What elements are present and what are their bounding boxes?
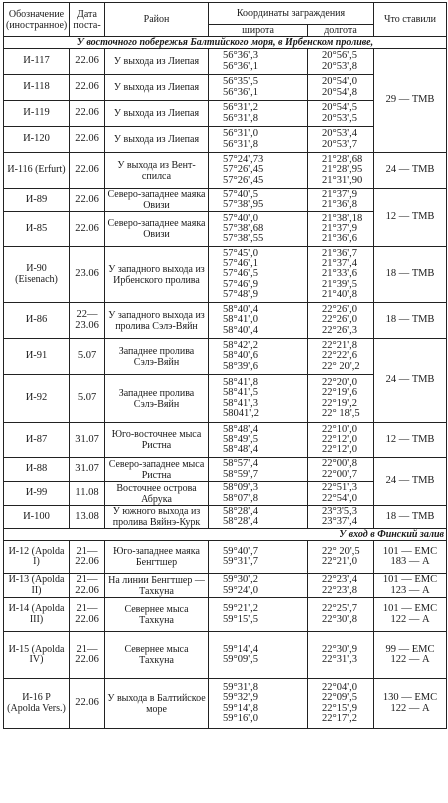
latitude-value: 58°41',5 bbox=[223, 387, 258, 399]
latitude-value: 58°41',8 bbox=[223, 376, 258, 388]
designation-cell: И-116 (Erfurt) bbox=[4, 153, 70, 189]
latitude-value: 58°41',3 bbox=[223, 397, 258, 409]
longitude-value: 21°39',5 bbox=[322, 278, 357, 290]
area-cell: Юго-западнее маяка Бенгтшер bbox=[105, 541, 209, 574]
longitude-value: 20°53',4 bbox=[322, 128, 357, 140]
designation-cell: И-87 bbox=[4, 423, 70, 458]
latitude-value: 59°31',7 bbox=[223, 556, 258, 567]
longitude-cell bbox=[308, 598, 374, 632]
laid-mines-cell: 18 — ТМВ bbox=[374, 247, 447, 303]
latitude-cell bbox=[209, 482, 308, 506]
area-cell: Севернее мыса Тахкуна bbox=[105, 632, 209, 679]
latitude-value: 59°30',2 bbox=[223, 574, 258, 586]
longitude-value: 21°40',8 bbox=[322, 288, 357, 300]
latitude-value: 57°38',55 bbox=[223, 233, 264, 245]
longitude-value: 22° 20',2 bbox=[322, 360, 360, 372]
latitude-value: 57°46',5 bbox=[223, 268, 258, 280]
designation-cell: И-119 bbox=[4, 101, 70, 127]
date-cell: 5.07 bbox=[70, 375, 105, 423]
latitude-value: 56°36',3 bbox=[223, 50, 258, 62]
longitude-value: 21°36',7 bbox=[322, 247, 357, 259]
date-cell: 21— 22.06 bbox=[70, 598, 105, 632]
latitude-value: 58°40',4 bbox=[223, 324, 258, 336]
laid-mines-cell bbox=[374, 598, 447, 632]
latitude-value: 56°31',0 bbox=[223, 128, 258, 140]
longitude-value: 22°26',0 bbox=[322, 304, 357, 316]
section-header-gulf-label: У вход в Финский залив bbox=[4, 529, 447, 541]
date-cell: 22— 23.06 bbox=[70, 303, 105, 339]
latitude-cell bbox=[209, 212, 308, 247]
area-cell: У выхода из Вент-спилса bbox=[105, 153, 209, 189]
longitude-cell bbox=[308, 247, 374, 303]
latitude-value: 57°40',0 bbox=[223, 212, 258, 224]
date-cell: 22.06 bbox=[70, 101, 105, 127]
longitude-value: 20°53',8 bbox=[322, 60, 357, 72]
date-cell: 22.06 bbox=[70, 212, 105, 247]
area-cell: У южного выхода из пролива Вяйнэ-Курк bbox=[105, 506, 209, 529]
latitude-value: 58°59',7 bbox=[223, 468, 258, 480]
longitude-cell bbox=[308, 574, 374, 598]
longitude-value: 22°19',2 bbox=[322, 397, 357, 409]
longitude-value: 20°54',0 bbox=[322, 76, 357, 88]
latitude-value: 58°40',6 bbox=[223, 350, 258, 362]
laid-mines-value: 101 — ЕМС bbox=[382, 603, 438, 615]
latitude-value: 57°38',95 bbox=[223, 199, 264, 210]
longitude-value: 22°26',3 bbox=[322, 324, 357, 336]
longitude-value: 22°17',2 bbox=[322, 712, 357, 724]
longitude-value: 22°21',0 bbox=[322, 556, 357, 567]
table-row bbox=[4, 339, 447, 375]
designation-cell: И-90 (Eisenach) bbox=[4, 247, 70, 303]
laid-mines-cell: 12 — ТМВ bbox=[374, 189, 447, 247]
table-row bbox=[4, 423, 447, 458]
longitude-value: 21°28',68 bbox=[322, 154, 363, 166]
longitude-value: 22°25',7 bbox=[322, 603, 357, 615]
area-cell: Северо-западнее маяка Овизи bbox=[105, 189, 209, 212]
longitude-cell bbox=[308, 127, 374, 153]
header-designation: Обозначение (иностранное) bbox=[4, 3, 70, 37]
latitude-value: 58°48',4 bbox=[223, 423, 258, 435]
latitude-cell bbox=[209, 458, 308, 482]
latitude-value: 59°14',4 bbox=[223, 643, 258, 655]
longitude-value: 22°20',0 bbox=[322, 376, 357, 388]
laid-mines-cell bbox=[374, 632, 447, 679]
laid-mines-value: 122 — А bbox=[390, 654, 430, 665]
longitude-value: 20°54',8 bbox=[322, 86, 357, 98]
longitude-value: 22°15',9 bbox=[322, 702, 357, 714]
latitude-value: 57°40',5 bbox=[223, 188, 258, 200]
date-cell: 11.08 bbox=[70, 482, 105, 506]
longitude-value: 22°30',8 bbox=[322, 613, 357, 625]
latitude-cell bbox=[209, 127, 308, 153]
longitude-value: 22°21',8 bbox=[322, 340, 357, 352]
latitude-value: 58°07',8 bbox=[223, 492, 258, 504]
table-row bbox=[4, 458, 447, 482]
laid-mines-value: 183 — А bbox=[390, 556, 430, 567]
latitude-cell bbox=[209, 506, 308, 529]
table-row bbox=[4, 303, 447, 339]
latitude-cell bbox=[209, 189, 308, 212]
longitude-value: 22°10',0 bbox=[322, 423, 357, 435]
latitude-value: 59°32',9 bbox=[223, 692, 258, 704]
laid-mines-cell bbox=[374, 679, 447, 729]
longitude-cell bbox=[308, 632, 374, 679]
latitude-cell bbox=[209, 574, 308, 598]
longitude-value: 22°23',8 bbox=[322, 584, 357, 596]
longitude-value: 20°56',5 bbox=[322, 50, 357, 62]
latitude-value: 59°16',0 bbox=[223, 712, 258, 724]
longitude-cell bbox=[308, 49, 374, 75]
longitude-cell bbox=[308, 679, 374, 729]
latitude-value: 59°31',8 bbox=[223, 681, 258, 693]
date-cell: 13.08 bbox=[70, 506, 105, 529]
date-cell: 21— 22.06 bbox=[70, 574, 105, 598]
table-row bbox=[4, 541, 447, 574]
latitude-value: 58°41',0 bbox=[223, 314, 258, 326]
area-cell: Севернее мыса Тахкуна bbox=[105, 598, 209, 632]
latitude-value: 59°14',8 bbox=[223, 702, 258, 714]
latitude-value: 58041',2 bbox=[223, 407, 260, 419]
table-row bbox=[4, 247, 447, 303]
table-row bbox=[4, 679, 447, 729]
latitude-cell bbox=[209, 153, 308, 189]
latitude-value: 58°09',3 bbox=[223, 482, 258, 494]
area-cell: Юго-восточнее мыса Ристна bbox=[105, 423, 209, 458]
table-body bbox=[4, 37, 447, 729]
table-row bbox=[4, 574, 447, 598]
latitude-value: 57°46',9 bbox=[223, 278, 258, 290]
latitude-cell bbox=[209, 423, 308, 458]
latitude-cell bbox=[209, 101, 308, 127]
longitude-cell bbox=[308, 375, 374, 423]
longitude-value: 22° 18',5 bbox=[322, 407, 360, 419]
latitude-value: 57°38',68 bbox=[223, 222, 264, 234]
date-cell: 5.07 bbox=[70, 339, 105, 375]
longitude-value: 23°3'5,3 bbox=[322, 505, 357, 517]
longitude-value: 21°37',9 bbox=[322, 222, 357, 234]
latitude-value: 56°36',1 bbox=[223, 86, 258, 98]
longitude-cell bbox=[308, 153, 374, 189]
latitude-cell bbox=[209, 598, 308, 632]
latitude-cell bbox=[209, 375, 308, 423]
latitude-value: 59°15',5 bbox=[223, 613, 258, 625]
designation-cell: И-120 bbox=[4, 127, 70, 153]
date-cell: 21— 22.06 bbox=[70, 541, 105, 574]
longitude-value: 22°12',0 bbox=[322, 433, 357, 445]
longitude-value: 22°54',0 bbox=[322, 492, 357, 504]
header-coords: Координаты заграждения bbox=[209, 3, 374, 25]
latitude-value: 56°31',2 bbox=[223, 102, 258, 114]
latitude-value: 57°26',45 bbox=[223, 174, 264, 186]
longitude-value: 21°33',6 bbox=[322, 268, 357, 280]
longitude-value: 20°53',5 bbox=[322, 112, 357, 124]
designation-cell: И-85 bbox=[4, 212, 70, 247]
latitude-cell bbox=[209, 75, 308, 101]
longitude-cell bbox=[308, 506, 374, 529]
laid-mines-value: 101 — ЕМС bbox=[382, 545, 438, 557]
laid-mines-cell: 29 — ТМВ bbox=[374, 49, 447, 153]
area-cell: На линии Бенгтшер — Тахкуна bbox=[105, 574, 209, 598]
designation-cell: И-117 bbox=[4, 49, 70, 75]
area-cell: Северо-западнее мыса Ристна bbox=[105, 458, 209, 482]
area-cell: У выхода в Балтийское море bbox=[105, 679, 209, 729]
laid-mines-cell: 24 — ТМВ bbox=[374, 339, 447, 423]
table-row bbox=[4, 506, 447, 529]
area-cell: У выхода из Лиепая bbox=[105, 49, 209, 75]
latitude-value: 57°26',45 bbox=[223, 164, 264, 176]
table-row bbox=[4, 49, 447, 75]
longitude-cell bbox=[308, 303, 374, 339]
laid-mines-cell: 18 — ТМВ bbox=[374, 303, 447, 339]
longitude-cell bbox=[308, 101, 374, 127]
latitude-value: 58°39',6 bbox=[223, 360, 258, 372]
table-row bbox=[4, 153, 447, 189]
laid-mines-value: 101 — ЕМС bbox=[382, 574, 438, 586]
longitude-value: 22°30',9 bbox=[322, 643, 357, 655]
latitude-cell bbox=[209, 339, 308, 375]
latitude-cell bbox=[209, 247, 308, 303]
longitude-value: 22°12',0 bbox=[322, 444, 357, 456]
date-cell: 31.07 bbox=[70, 423, 105, 458]
date-cell: 22.06 bbox=[70, 153, 105, 189]
longitude-value: 23°37',4 bbox=[322, 516, 357, 527]
area-cell: Северо-западнее маяка Овизи bbox=[105, 212, 209, 247]
header-what: Что ставили bbox=[374, 3, 447, 37]
longitude-value: 21°37',9 bbox=[322, 188, 357, 200]
area-cell: У западного выхода из пролива Сэлэ-Вяйн bbox=[105, 303, 209, 339]
longitude-cell bbox=[308, 541, 374, 574]
latitude-cell bbox=[209, 679, 308, 729]
area-cell: Западнее пролива Сэлэ-Вяйн bbox=[105, 339, 209, 375]
latitude-cell bbox=[209, 303, 308, 339]
longitude-value: 20°53',7 bbox=[322, 138, 357, 150]
latitude-value: 56°31',8 bbox=[223, 138, 258, 150]
laid-mines-cell: 24 — ТМВ bbox=[374, 458, 447, 506]
table-row bbox=[4, 632, 447, 679]
laid-mines-cell: 18 — ТМВ bbox=[374, 506, 447, 529]
latitude-value: 58°49',5 bbox=[223, 433, 258, 445]
header-area: Район bbox=[105, 3, 209, 37]
latitude-value: 58°57',4 bbox=[223, 458, 258, 470]
latitude-value: 57°46',1 bbox=[223, 258, 258, 270]
latitude-value: 58°40',4 bbox=[223, 304, 258, 316]
designation-cell: И-13 (Apolda II) bbox=[4, 574, 70, 598]
designation-cell: И-91 bbox=[4, 339, 70, 375]
header-lat: широта bbox=[209, 25, 308, 37]
area-cell: Западнее пролива Сэлэ-Вяйн bbox=[105, 375, 209, 423]
table-row bbox=[4, 189, 447, 212]
laid-mines-cell: 12 — ТМВ bbox=[374, 423, 447, 458]
longitude-value: 21°28',95 bbox=[322, 164, 363, 176]
laid-mines-cell bbox=[374, 574, 447, 598]
date-cell: 22.06 bbox=[70, 127, 105, 153]
laid-mines-value: 130 — ЕМС bbox=[382, 692, 438, 704]
longitude-value: 22°00',7 bbox=[322, 468, 357, 480]
designation-cell: И-99 bbox=[4, 482, 70, 506]
longitude-value: 22°23',4 bbox=[322, 574, 357, 586]
latitude-value: 57°48',9 bbox=[223, 288, 258, 300]
longitude-cell bbox=[308, 189, 374, 212]
longitude-value: 21°36',6 bbox=[322, 233, 357, 245]
latitude-value: 57°45',0 bbox=[223, 247, 258, 259]
latitude-value: 56°31',8 bbox=[223, 112, 258, 124]
area-cell: У выхода из Лиепая bbox=[105, 101, 209, 127]
designation-cell: И-16 Р (Apolda Vers.) bbox=[4, 679, 70, 729]
longitude-value: 20°54',5 bbox=[322, 102, 357, 114]
date-cell: 23.06 bbox=[70, 247, 105, 303]
laid-mines-cell: 24 — ТМВ bbox=[374, 153, 447, 189]
header-date: Дата поста- bbox=[70, 3, 105, 37]
designation-cell: И-118 bbox=[4, 75, 70, 101]
longitude-value: 22°31',3 bbox=[322, 654, 357, 665]
longitude-value: 22°00',8 bbox=[322, 458, 357, 470]
latitude-value: 58°48',4 bbox=[223, 444, 258, 456]
designation-cell: И-86 bbox=[4, 303, 70, 339]
longitude-cell bbox=[308, 75, 374, 101]
latitude-value: 56°35',5 bbox=[223, 76, 258, 88]
longitude-cell bbox=[308, 339, 374, 375]
designation-cell: И-100 bbox=[4, 506, 70, 529]
longitude-cell bbox=[308, 458, 374, 482]
minefield-table bbox=[3, 2, 447, 729]
latitude-value: 59°40',7 bbox=[223, 545, 258, 557]
longitude-cell bbox=[308, 423, 374, 458]
table-row bbox=[4, 598, 447, 632]
designation-cell: И-88 bbox=[4, 458, 70, 482]
laid-mines-cell bbox=[374, 541, 447, 574]
date-cell: 22.06 bbox=[70, 679, 105, 729]
area-cell: Восточнее острова Абрука bbox=[105, 482, 209, 506]
date-cell: 22.06 bbox=[70, 49, 105, 75]
laid-mines-value: 99 — ЕМС bbox=[385, 643, 435, 655]
section-header-baltic bbox=[4, 37, 447, 49]
date-cell: 21— 22.06 bbox=[70, 632, 105, 679]
longitude-value: 22°22',6 bbox=[322, 350, 357, 362]
longitude-value: 22° 20',5 bbox=[322, 545, 360, 557]
date-cell: 31.07 bbox=[70, 458, 105, 482]
section-header-gulf bbox=[4, 529, 447, 541]
area-cell: У западного выхода из Ирбенского пролива bbox=[105, 247, 209, 303]
area-cell: У выхода из Лиепая bbox=[105, 127, 209, 153]
latitude-value: 59°24',0 bbox=[223, 584, 258, 596]
designation-cell: И-15 (Apolda IV) bbox=[4, 632, 70, 679]
longitude-value: 22°51',3 bbox=[322, 482, 357, 494]
designation-cell: И-92 bbox=[4, 375, 70, 423]
latitude-value: 58°28',4 bbox=[223, 505, 258, 517]
latitude-cell bbox=[209, 541, 308, 574]
longitude-value: 21°38',18 bbox=[322, 212, 363, 224]
latitude-value: 58°42',2 bbox=[223, 340, 258, 352]
longitude-cell bbox=[308, 482, 374, 506]
header-lon: долгота bbox=[308, 25, 374, 37]
designation-cell: И-12 (Apolda I) bbox=[4, 541, 70, 574]
date-cell: 22.06 bbox=[70, 75, 105, 101]
date-cell: 22.06 bbox=[70, 189, 105, 212]
area-cell: У выхода из Лиепая bbox=[105, 75, 209, 101]
designation-cell: И-89 bbox=[4, 189, 70, 212]
longitude-value: 21°36',8 bbox=[322, 199, 357, 210]
longitude-cell bbox=[308, 212, 374, 247]
designation-cell: И-14 (Apolda III) bbox=[4, 598, 70, 632]
latitude-value: 59°21',2 bbox=[223, 603, 258, 615]
longitude-value: 21°37',4 bbox=[322, 258, 357, 270]
latitude-cell bbox=[209, 632, 308, 679]
laid-mines-value: 123 — А bbox=[390, 584, 430, 596]
latitude-value: 58°28',4 bbox=[223, 516, 258, 527]
longitude-value: 22°04',0 bbox=[322, 681, 357, 693]
laid-mines-value: 122 — А bbox=[390, 702, 430, 714]
latitude-value: 59°09',5 bbox=[223, 654, 258, 665]
section-header-baltic-label: У восточного побережья Балтийского моря, в Ирбенском проливе, bbox=[4, 37, 447, 49]
longitude-value: 22°26',0 bbox=[322, 314, 357, 326]
latitude-cell bbox=[209, 49, 308, 75]
longitude-value: 22°19',6 bbox=[322, 387, 357, 399]
latitude-value: 57°24',73 bbox=[223, 154, 264, 166]
longitude-value: 21°31',90 bbox=[322, 174, 363, 186]
longitude-value: 22°09',5 bbox=[322, 692, 357, 704]
latitude-value: 56°36',1 bbox=[223, 60, 258, 72]
laid-mines-value: 122 — А bbox=[390, 613, 430, 625]
